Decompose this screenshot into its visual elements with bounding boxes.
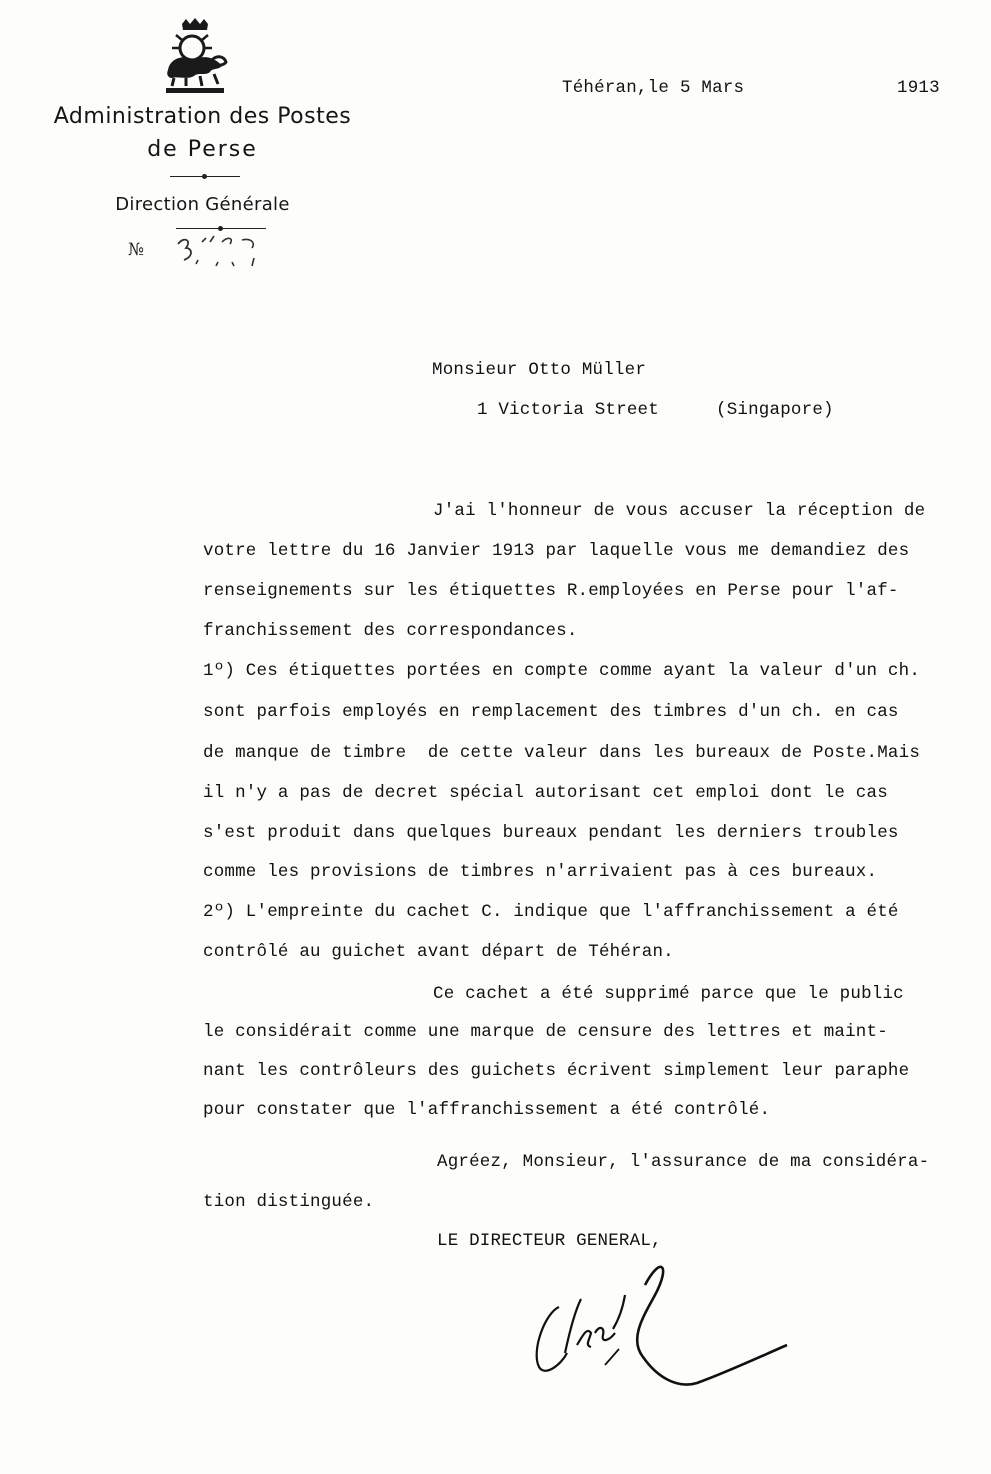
letterhead-divider [176,228,266,229]
letter-number-handwritten [172,232,272,272]
date-day-month: 5 Mars [680,78,745,98]
handwritten-signature-icon [525,1255,805,1405]
body-line: le considérait comme une marque de censure des lettres et maint- [203,1022,888,1042]
body-line: 2º) L'empreinte du cachet C. indique que l'affranchissement a été [203,902,899,922]
date-city: Téhéran,le [562,78,670,98]
letterhead-divider [170,176,240,177]
letterhead-country: de Perse [147,137,258,162]
body-line: J'ai l'honneur de vous accuser la réception de [433,501,926,521]
closing-title: LE DIRECTEUR GENERAL, [437,1231,662,1251]
letter-number-label: № [128,240,145,260]
body-line: s'est produit dans quelques bureaux pendant les derniers troubles [203,823,899,843]
recipient-street: 1 Victoria Street [477,400,659,420]
body-line: pour constater que l'affranchissement a été contrôlé. [203,1100,771,1120]
body-line: comme les provisions de timbres n'arrivaient pas à ces bureaux. [203,862,878,882]
body-line: 1º) Ces étiquettes portées en compte comme ayant la valeur d'un ch. [203,661,921,681]
letterhead-administration: Administration des Postes [53,104,352,129]
body-line: sont parfois employés en remplacement des timbres d'un ch. en cas [203,702,899,722]
recipient-name: Monsieur Otto Müller [432,360,647,380]
body-line: nant les contrôleurs des guichets écrivent simplement leur paraphe [203,1061,910,1081]
recipient-city: (Singapore) [716,400,834,420]
body-line: Ce cachet a été supprimé parce que le public [433,984,904,1004]
date-year: 1913 [897,78,940,98]
body-line: contrôlé au guichet avant départ de Téhéran. [203,942,674,962]
lion-and-sun-emblem-icon [160,18,230,96]
body-line: Agréez, Monsieur, l'assurance de ma considéra- [437,1152,930,1172]
body-line: renseignements sur les étiquettes R.employées en Perse pour l'af- [203,581,899,601]
body-line: de manque de timbre de cette valeur dans les bureaux de Poste.Mais [203,743,921,763]
body-line: il n'y a pas de decret spécial autorisant cet emploi dont le cas [203,783,888,803]
body-line: franchissement des correspondances. [203,621,578,641]
body-line: tion distinguée. [203,1192,375,1212]
letterhead-direction: Direction Générale [115,194,290,215]
body-line: votre lettre du 16 Janvier 1913 par laquelle vous me demandiez des [203,541,910,561]
